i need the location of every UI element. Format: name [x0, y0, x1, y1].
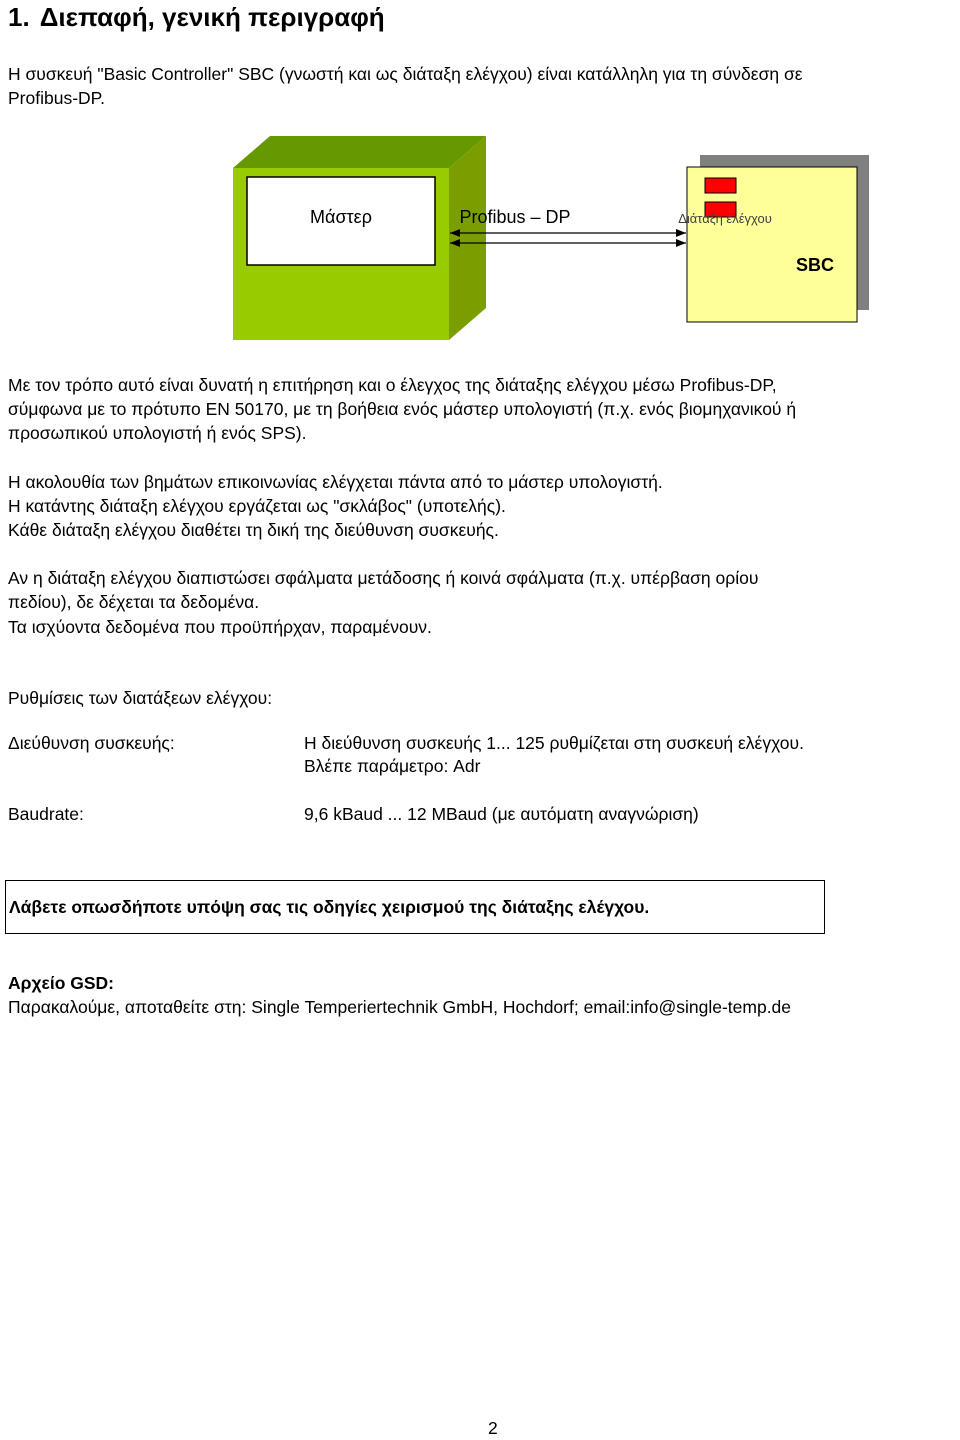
address-value-1: Η διεύθυνση συσκευής 1... 125 ρυθμίζεται στη συσκευή ελέγχου.: [304, 733, 804, 753]
page-number: 2: [488, 1418, 498, 1438]
sbc-label: SBC: [795, 255, 835, 275]
address-label: Διεύθυνση συσκευής:: [8, 733, 175, 753]
master-box-top: [233, 136, 486, 168]
para2-line-3: Κάθε διάταξη ελέγχου διαθέτει τη δική της διεύθυνση συσκευής.: [8, 520, 499, 540]
para3-line-3: Τα ισχύοντα δεδομένα που προϋπήρχαν, παραμένουν.: [8, 617, 432, 637]
gsd-text: Παρακαλούμε, αποταθείτε στη: Single Temperiertechnik GmbH, Hochdorf; email:info@single-temp.de: [8, 997, 792, 1017]
para3-line-1: Αν η διάταξη ελέγχου διαπιστώσει σφάλματα μετάδοσης ή κοινά σφάλματα (π.χ. υπέρβαση ορίου: [8, 568, 759, 588]
section-number: 1.: [8, 2, 30, 32]
section-title: Διεπαφή, γενική περιγραφή: [39, 2, 385, 32]
address-value-2: Βλέπε παράμετρο: Adr: [304, 756, 481, 776]
para3-line-2: πεδίου), δε δέχεται τα δεδομένα.: [8, 592, 260, 612]
intro-line-2: Profibus-DP.: [8, 88, 105, 108]
master-box-side: [449, 136, 486, 340]
intro-line-1: Η συσκευή "Basic Controller" SBC (γνωστή και ως διάταξη ελέγχου) είναι κατάλληλη για τη σύνδεση σε: [8, 64, 803, 84]
master-label: Μάστερ: [310, 207, 372, 227]
baud-label: Baudrate:: [8, 804, 84, 824]
bus-arrow-right-upper: [676, 229, 686, 237]
notice-box: [5, 880, 825, 934]
bus-arrow-right-lower: [676, 239, 686, 247]
settings-title: Ρυθμίσεις των διατάξεων ελέγχου:: [8, 688, 273, 708]
para1-line-2: σύμφωνα με το πρότυπο EN 50170, με τη βοήθεια ενός μάστερ υπολογιστή (π.χ. ενός βιομηχανικού ή: [8, 399, 797, 419]
notice-text: Λάβετε οπωσδήποτε υπόψη σας τις οδηγίες χειρισμού της διάταξης ελέγχου.: [9, 897, 650, 917]
para1-line-1: Με τον τρόπο αυτό είναι δυνατή η επιτήρηση και ο έλεγχος της διάταξης ελέγχου μέσω Profibus-DP,: [8, 375, 777, 395]
gsd-title: Αρχείο GSD:: [8, 973, 115, 993]
para2-line-1: Η ακολουθία των βημάτων επικοινωνίας ελέγχεται πάντα από το μάστερ υπολογιστή.: [8, 472, 663, 492]
para1-line-3: προσωπικού υπολογιστή ή ενός SPS).: [8, 423, 307, 443]
led-top: [705, 178, 736, 193]
controller-label: Διάταξη ελέγχου: [678, 211, 772, 226]
para2-line-2: Η κατάντης διάταξη ελέγχου εργάζεται ως "σκλάβος" (υποτελής).: [8, 496, 506, 516]
bus-label: Profibus – DP: [459, 207, 571, 227]
baud-value: 9,6 kBaud ... 12 MBaud (με αυτόματη αναγνώριση): [304, 804, 699, 824]
